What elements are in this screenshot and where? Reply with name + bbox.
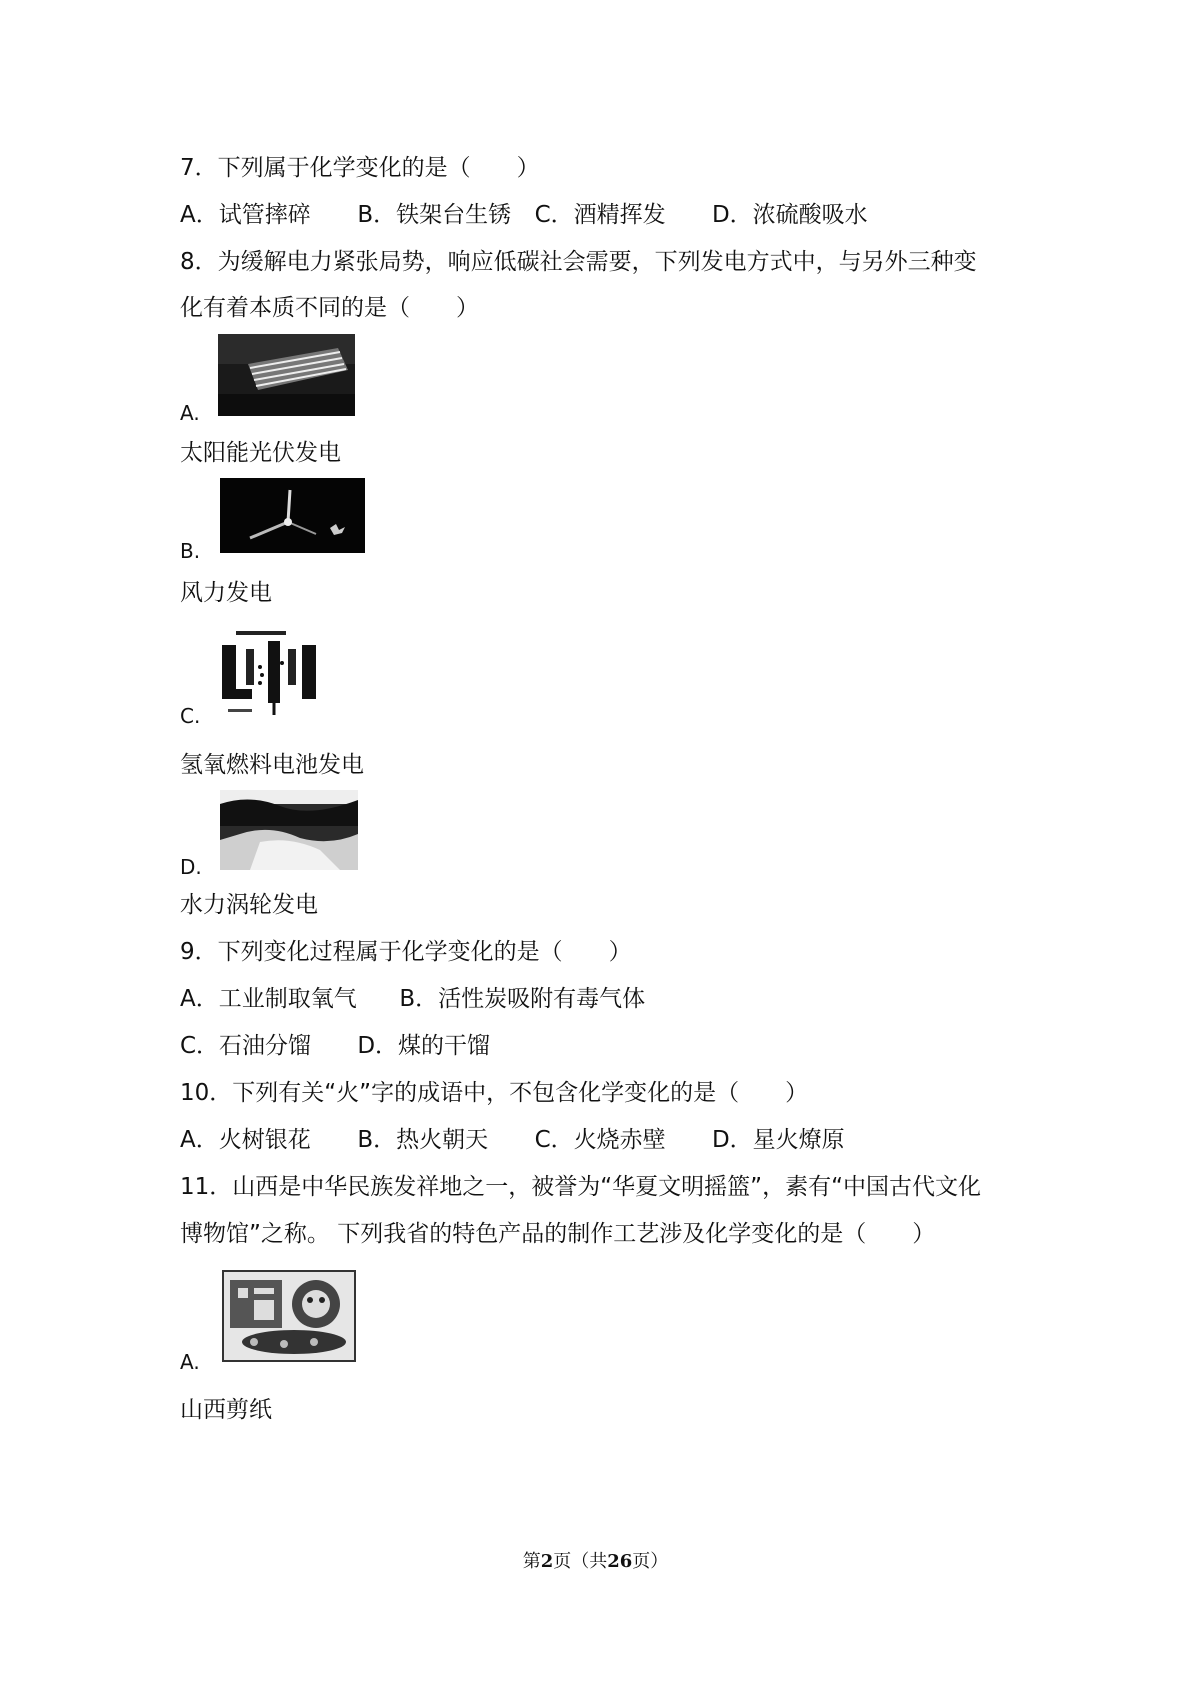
footer-middle: 页（共 xyxy=(553,1551,608,1572)
q10-stem: 10．下列有关“火”字的成语中，不包含化学变化的是（ ） xyxy=(180,1080,809,1106)
q9-option-b: B．活性炭吸附有毒气体 xyxy=(399,986,646,1012)
q8-option-a-caption: 太阳能光伏发电 xyxy=(180,440,341,466)
q8-stem-line2: 化有着本质不同的是（ ） xyxy=(180,295,479,321)
footer-suffix: 页） xyxy=(632,1551,669,1572)
q8-option-b-caption: 风力发电 xyxy=(180,580,272,606)
q10-option-a: A．火树银花 xyxy=(180,1127,311,1153)
wind-turbine-image xyxy=(220,478,365,553)
q11-stem-line1: 11．山西是中华民族发祥地之一，被誉为“华夏文明摇篮”，素有“中国古代文化 xyxy=(180,1174,982,1200)
q9-option-a: A．工业制取氧气 xyxy=(180,986,357,1012)
q11-option-a-caption: 山西剪纸 xyxy=(180,1397,272,1423)
q8-option-d-caption: 水力涡轮发电 xyxy=(180,892,318,918)
solar-panel-image xyxy=(218,334,355,416)
q9-options-row1 xyxy=(180,984,645,1014)
q7-option-d: D．浓硫酸吸水 xyxy=(711,202,868,228)
q11-option-a-letter: A. xyxy=(180,1350,200,1374)
page-footer xyxy=(0,1547,1191,1573)
q8-option-a-letter: A. xyxy=(180,401,200,425)
q7-option-a: A．试管摔碎 xyxy=(180,202,311,228)
q8-option-d-letter: D. xyxy=(180,855,202,879)
q8-option-c-letter: C. xyxy=(180,704,201,728)
q11-stem-line2: 博物馆”之称。 下列我省的特色产品的制作工艺涉及化学变化的是（ ） xyxy=(180,1221,936,1247)
q8-option-c-caption: 氢氧燃料电池发电 xyxy=(180,752,364,778)
q10-options xyxy=(180,1125,845,1155)
fuel-cell-image xyxy=(218,627,328,719)
q10-option-c: C．火烧赤壁 xyxy=(534,1127,666,1153)
q9-option-c: C．石油分馏 xyxy=(180,1033,312,1059)
footer-total-pages: 26 xyxy=(607,1551,633,1572)
q8-option-b-letter: B. xyxy=(180,539,201,563)
hydro-power-image xyxy=(220,790,358,870)
footer-page-number: 2 xyxy=(540,1551,554,1572)
q7-option-c: C．酒精挥发 xyxy=(534,202,666,228)
q10-option-b: B．热火朝天 xyxy=(357,1127,489,1153)
q7-options xyxy=(180,200,868,230)
paper-cutting-image xyxy=(222,1270,356,1362)
q9-stem: 9．下列变化过程属于化学变化的是（ ） xyxy=(180,939,632,965)
q7-stem: 7．下列属于化学变化的是（ ） xyxy=(180,155,540,181)
q9-options-row2 xyxy=(180,1031,490,1061)
q10-option-d: D．星火燎原 xyxy=(711,1127,845,1153)
q8-stem-line1: 8．为缓解电力紧张局势，响应低碳社会需要，下列发电方式中，与另外三种变 xyxy=(180,249,977,275)
footer-prefix: 第 xyxy=(522,1551,541,1572)
q7-option-b: B．铁架台生锈 xyxy=(357,202,512,228)
q9-option-d: D．煤的干馏 xyxy=(357,1033,491,1059)
